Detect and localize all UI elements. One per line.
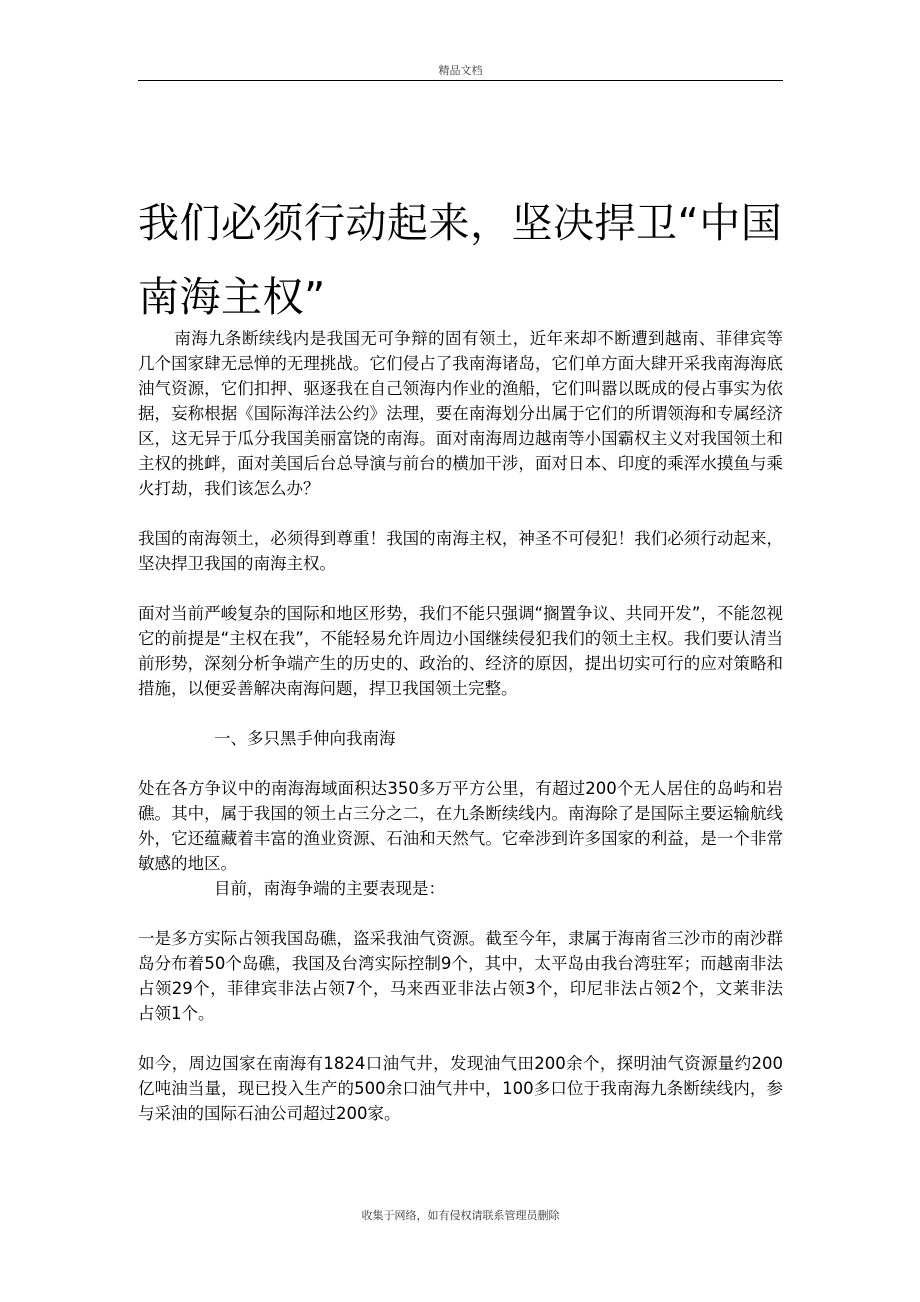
document-title: 我们必须行动起来，坚决捍卫“中国南海主权” (138, 199, 783, 321)
paragraph-dispute-intro: 目前，南海争端的主要表现是： (214, 879, 445, 898)
page-footer: 收集于网络，如有侵权请联系管理员删除 (361, 1209, 560, 1222)
document-body (138, 326, 783, 1126)
paragraph-area: 处在各方争议中的南海海域面积达350多万平方公里，有超过200个无人居住的岛屿和岩礁。其中，属于我国的领土占三分之二，在九条断续线内。南海除了是国际主要运输航线外，它还蕴藏着丰富的渔业资源、石油和天然气。它牵涉到许多国家的利益，是一个非常敏感的地区。 (138, 779, 783, 873)
paragraph-oil-wells: 如今，周边国家在南海有1824口油气井，发现油气田200余个，探明油气资源量约200亿吨油当量，现已投入生产的500余口油气井中，100多口位于我南海九条断续线内，参与采油的国际石油公司超过200家。 (138, 1054, 783, 1123)
header-divider (138, 80, 783, 81)
paragraph-occupation: 一是多方实际占领我国岛礁，盗采我油气资源。截至今年，隶属于海南省三沙市的南沙群岛分布着50个岛礁，我国及台湾实际控制9个，其中，太平岛由我台湾驻军；而越南非法占领29个，菲律宾非法占领7个，马来西亚非法占领3个，印尼非法占领2个，文莱非法占领1个。 (138, 929, 783, 1023)
paragraph-situation: 面对当前严峻复杂的国际和地区形势，我们不能只强调“搁置争议、共同开发”，不能忽视它的前提是“主权在我”，不能轻易允许周边小国继续侵犯我们的领土主权。我们要认清当前形势，深刻分析争端产生的历史的、政治的、经济的原因，提出切实可行的应对策略和措施，以便妥善解决南海问题，捍卫我国领土完整。 (138, 604, 783, 698)
section-heading-1: 一、多只黑手伸向我南海 (214, 729, 396, 748)
paragraph-sovereignty: 我国的南海领土，必须得到尊重！我国的南海主权，神圣不可侵犯！我们必须行动起来，坚决捍卫我国的南海主权。 (138, 529, 783, 573)
page-header: 精品文档 (438, 64, 483, 77)
paragraph-intro: 南海九条断续线内是我国无可争辩的固有领土，近年来却不断遭到越南、菲律宾等几个国家肆无忌惮的无理挑战。它们侵占了我南海诸岛，它们单方面大肆开采我南海海底油气资源，它们扣押、驱逐我在自己领海内作业的渔船，它们叫嚣以既成的侵占事实为依据，妄称根据《国际海洋法公约》法理，要在南海划分出属于它们的所谓领海和专属经济区，这无异于瓜分我国美丽富饶的南海。面对南海周边越南等小国霸权主义对我国领土和主权的挑衅，面对美国后台总导演与前台的横加干涉，面对日本、印度的乘浑水摸鱼与乘火打劫，我们该怎么办？ (138, 329, 783, 498)
